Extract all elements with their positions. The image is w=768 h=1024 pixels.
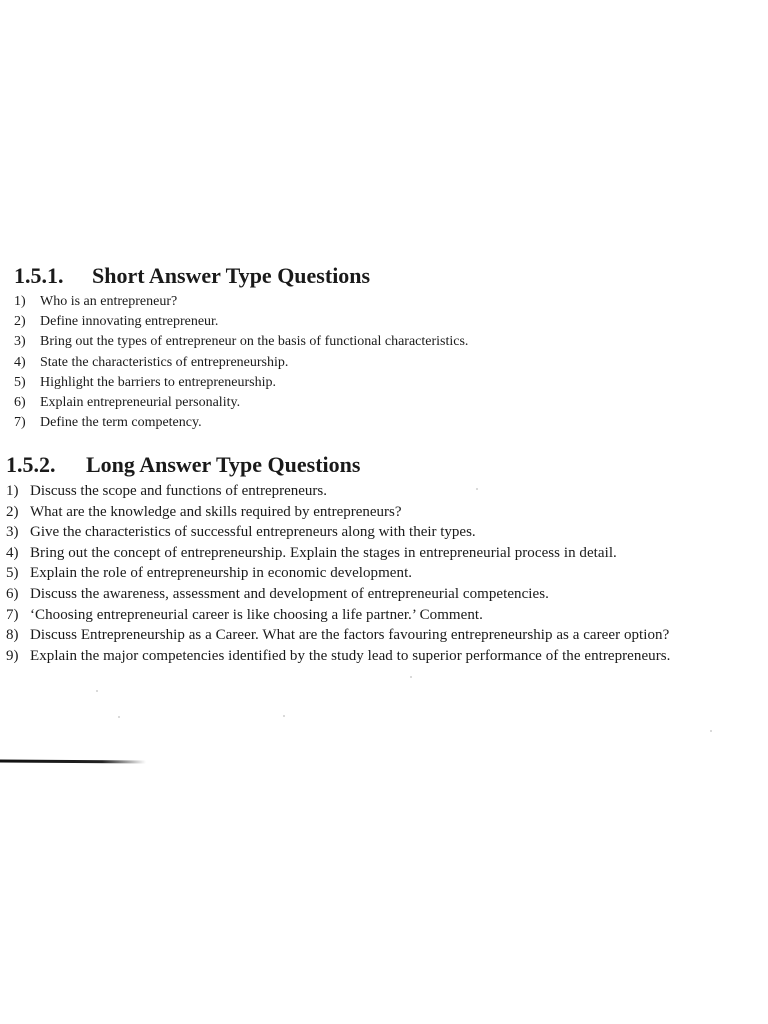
question-text: Define the term competency. — [40, 415, 202, 431]
question-number: 2) — [6, 503, 19, 520]
question-text: State the characteristics of entrepreneurship. — [40, 354, 289, 370]
long-answer-section — [6, 451, 670, 666]
list-item — [14, 332, 468, 352]
list-item — [6, 605, 670, 626]
list-item — [6, 522, 670, 543]
scan-edge-line — [0, 759, 146, 763]
question-number: 3) — [14, 334, 26, 350]
question-number: 7) — [6, 606, 19, 623]
scan-speck — [476, 488, 478, 490]
list-item — [14, 373, 468, 393]
short-answer-section — [14, 262, 468, 433]
list-item — [6, 584, 670, 605]
question-text: Discuss Entrepreneurship as a Career. What are the factors favouring entrepreneurship as a career option? — [30, 627, 670, 644]
list-item — [6, 481, 670, 502]
scan-speck — [410, 676, 412, 678]
list-item — [6, 625, 670, 646]
question-number: 9) — [6, 647, 19, 664]
question-number: 5) — [14, 374, 26, 390]
question-text: Highlight the barriers to entrepreneurship. — [40, 374, 276, 390]
question-number: 5) — [6, 565, 19, 582]
question-text: Discuss the scope and functions of entrepreneurs. — [30, 483, 327, 499]
question-text: What are the knowledge and skills required by entrepreneurs? — [30, 503, 402, 520]
list-item — [14, 353, 468, 373]
question-number: 3) — [6, 524, 19, 541]
section-title: Long Answer Type Questions — [86, 452, 361, 477]
short-answer-heading — [14, 262, 468, 290]
list-item — [14, 393, 468, 413]
question-number: 6) — [6, 585, 19, 602]
question-text: Explain the role of entrepreneurship in economic development. — [30, 565, 413, 582]
question-number: 4) — [14, 354, 26, 370]
question-number: 4) — [6, 544, 19, 561]
question-text: ‘Choosing entrepreneurial career is like choosing a life partner.’ Comment. — [30, 606, 483, 623]
question-text: Explain the major competencies identified by the study lead to superior performance of the entrepreneurs. — [30, 647, 671, 664]
question-text: Discuss the awareness, assessment and development of entrepreneurial competencies. — [30, 585, 549, 602]
long-answer-heading — [6, 451, 670, 479]
section-number: 1.5.2. — [6, 452, 56, 477]
scan-speck — [710, 730, 712, 732]
list-item — [14, 292, 468, 312]
list-item — [6, 563, 670, 584]
scan-speck — [283, 715, 285, 717]
question-text: Explain entrepreneurial personality. — [40, 395, 241, 411]
question-number: 6) — [14, 395, 26, 411]
question-text: Give the characteristics of successful entrepreneurs along with their types. — [30, 524, 476, 541]
question-number: 2) — [14, 314, 26, 330]
long-question-list — [6, 481, 670, 666]
section-title: Short Answer Type Questions — [92, 263, 371, 288]
question-number: 7) — [14, 415, 26, 431]
question-number: 1) — [6, 483, 19, 499]
section-number: 1.5.1. — [14, 263, 64, 288]
list-item — [14, 413, 468, 433]
list-item — [14, 312, 468, 332]
list-item — [6, 646, 670, 667]
question-text: Bring out the concept of entrepreneurship. Explain the stages in entrepreneurial process in detail. — [30, 544, 617, 561]
scan-speck — [96, 690, 98, 692]
question-number: 1) — [14, 294, 26, 309]
list-item — [6, 543, 670, 564]
question-text: Define innovating entrepreneur. — [40, 314, 219, 330]
list-item — [6, 502, 670, 523]
question-text: Who is an entrepreneur? — [40, 294, 178, 309]
question-number: 8) — [6, 627, 19, 644]
scan-speck — [118, 716, 120, 718]
question-text: Bring out the types of entrepreneur on the basis of functional characteristics. — [40, 334, 469, 350]
short-question-list — [14, 292, 468, 433]
